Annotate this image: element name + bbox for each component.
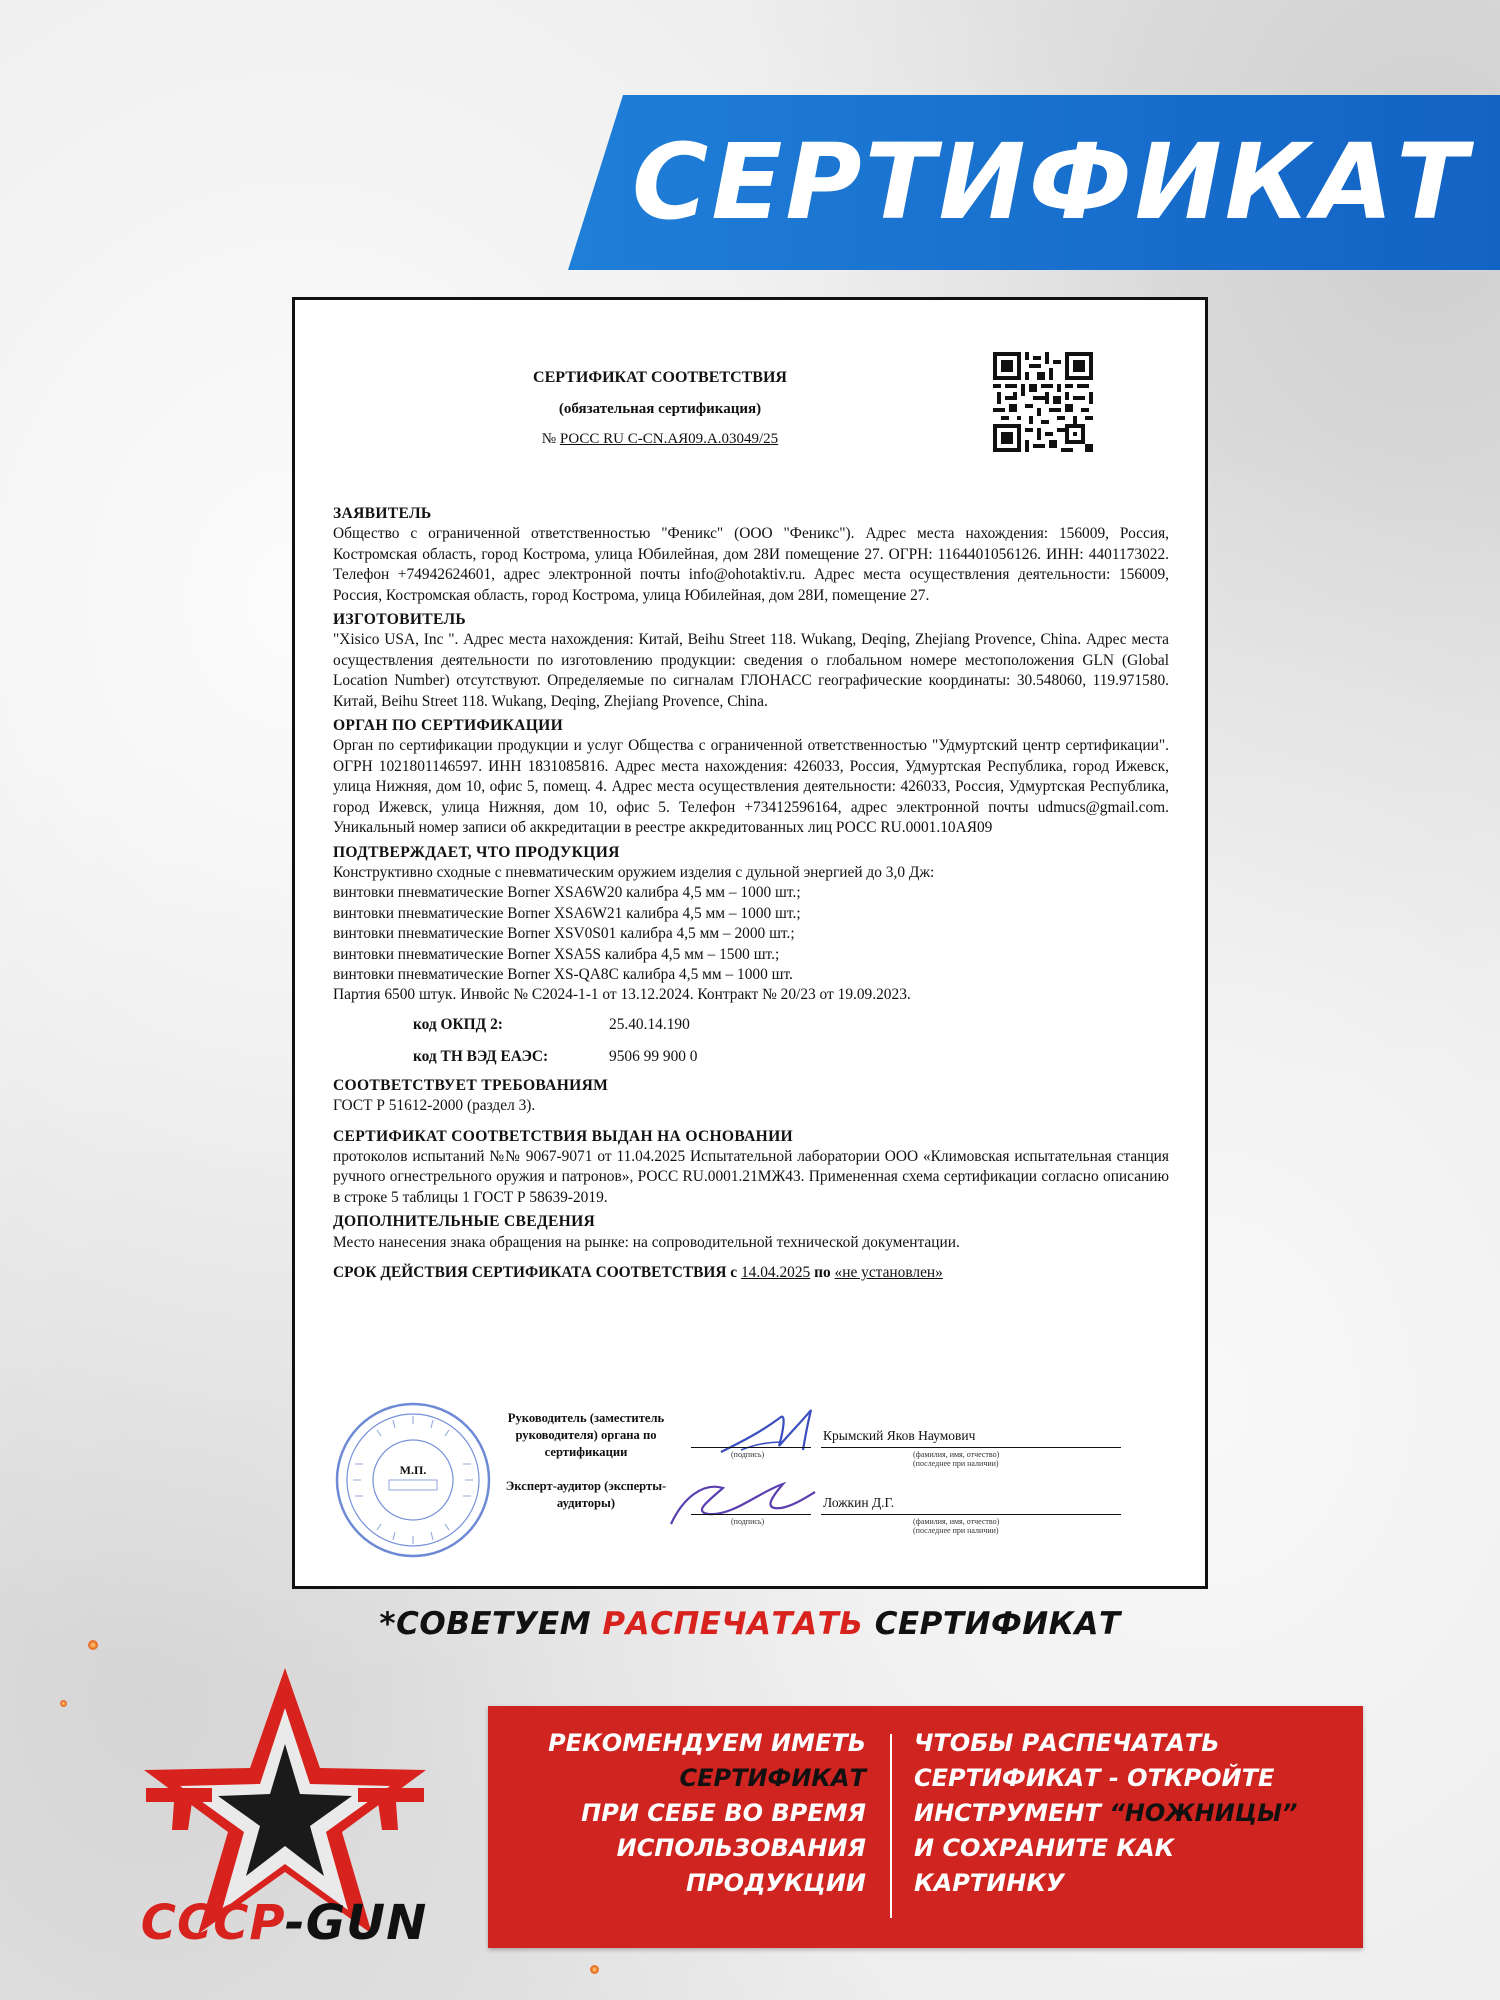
section-text-additional: Место нанесения знака обращения на рынке: на сопроводительной технической документации. (333, 1233, 960, 1251)
info-right-line-highlight: “НОЖНИЦЫ” (1109, 1799, 1298, 1827)
logo-wordmark (134, 1895, 434, 1951)
number-value: РОСС RU C-CN.АЯ09.А.03049/25 (559, 431, 779, 447)
tnved-value: 9506 99 900 0 (609, 1047, 698, 1065)
name-line-expert (821, 1514, 1121, 1515)
validity-line (333, 1263, 1169, 1283)
info-right-line: КАРТИНКУ (914, 1869, 1065, 1897)
tnved-label: код ТН ВЭД ЕАЭС: (413, 1047, 549, 1065)
okpd-row (413, 1012, 1169, 1038)
okpd-label: код ОКПД 2: (413, 1015, 503, 1033)
note-suffix: СЕРТИФИКАТ (874, 1606, 1121, 1642)
product-line: Конструктивно сходные с пневматическим оружием изделия с дульной энергией до 3,0 Дж: (333, 863, 935, 881)
product-line: Партия 6500 штук. Инвойс № C2024-1-1 от 13.12.2024. Контракт № 20/23 от 19.09.2023. (333, 986, 911, 1004)
section-heading-requirements: СООТВЕТСТВУЕТ ТРЕБОВАНИЯМ (333, 1076, 609, 1094)
tnved-row (413, 1044, 1169, 1070)
name-caption-head: (фамилия, имя, отчество) (последнее при наличии) (913, 1450, 1000, 1468)
okpd-value: 25.40.14.190 (609, 1015, 690, 1033)
validity-to-label: по (814, 1264, 831, 1281)
info-right-line: СЕРТИФИКАТ - ОТКРОЙТЕ (914, 1764, 1275, 1792)
section-text-basis: протоколов испытаний №№ 9067-9071 от 11.04.2025 Испытательной лаборатории ООО «Климовская испытательная станция ручного огнестрельного оружия и патронов», РОСС RU.0001.21МЖ43. Примененная схема сертификации согласно описанию в строке 5 таблицы 1 ГОСТ Р 58639-2019. (333, 1147, 1169, 1206)
section-text-certification-body: Орган по сертификации продукции и услуг Общества с ограниченной ответственностью "Удмуртский центр сертификации". ОГРН 1021801146597. ИНН 1831085816. Адрес места нахождения: 426033, Россия, Удмуртская Республика, город Ижевск, улица Нижняя, дом 10, офис 5, помещ. 4. Адрес места осуществления деятельности: 426033, Россия, Удмуртская Республика, город Ижевск, улица Нижняя, дом 10, офис 5. Телефон +73412596164, адрес электронной почты udmucs@gmail.com. Уникальный номер записи об аккредитации в реестре аккредитованных лиц РОСС RU.0001.10АЯ09 (333, 737, 1169, 837)
spark-decoration (590, 1965, 599, 1974)
logo-part-gun: -GUN (284, 1895, 428, 1951)
info-right-line: И СОХРАНИТЕ КАК (914, 1834, 1175, 1862)
section-text-applicant: Общество с ограниченной ответственностью "Феникс" (ООО "Феникс"). Адрес места нахождения: 156009, Россия, Костромская область, город Кострома, улица Юбилейная, дом 28И помещение 27. ОГРН: 1164401056126. ИНН: 4401173022. Телефон +74942624601, адрес электронной почты info@ohotaktiv.ru. Адрес места осуществления деятельности: 156009, Россия, Костромская область, город Кострома, улица Юбилейная, дом 28И, помещение 27. (333, 525, 1169, 604)
product-line: винтовки пневматические Borner XSA5S калибра 4,5 мм – 1500 шт.; (333, 945, 780, 963)
signature-line-head (691, 1447, 811, 1448)
section-heading-additional: ДОПОЛНИТЕЛЬНЫЕ СВЕДЕНИЯ (333, 1213, 596, 1231)
spark-decoration (60, 1700, 67, 1707)
section-heading-manufacturer: ИЗГОТОВИТЕЛЬ (333, 611, 467, 629)
logo-part-cccp: CCCP (140, 1895, 285, 1951)
signature-area (333, 1400, 1169, 1570)
product-line: винтовки пневматические Borner XS-QA8C калибра 4,5 мм – 1000 шт. (333, 965, 793, 983)
certification-stamp-icon (333, 1400, 493, 1560)
signer-role-head: Руководитель (заместитель руководителя) органа по сертификации (507, 1411, 665, 1459)
info-left-line: РЕКОМЕНДУЕМ ИМЕТЬ (548, 1729, 866, 1757)
section-heading-applicant: ЗАЯВИТЕЛЬ (333, 505, 432, 522)
svg-text:М.П.: М.П. (399, 1463, 427, 1477)
info-left-line-highlight: СЕРТИФИКАТ (679, 1764, 866, 1792)
signature-caption-expert: (подпись) (731, 1517, 765, 1526)
banner-title: СЕРТИФИКАТ (632, 121, 1471, 243)
info-left-column (488, 1726, 866, 1901)
info-right-line-tool (914, 1796, 1344, 1831)
info-box (488, 1706, 1363, 1948)
product-line: винтовки пневматические Borner XSA6W20 калибра 4,5 мм – 1000 шт.; (333, 884, 801, 902)
certificate-document (292, 297, 1208, 1589)
info-right-line: ЧТОБЫ РАСПЕЧАТАТЬ (914, 1729, 1220, 1757)
certificate-title: СЕРТИФИКАТ СООТВЕТСТВИЯ (533, 369, 787, 386)
validity-label: СРОК ДЕЙСТВИЯ СЕРТИФИКАТА СООТВЕТСТВИЯ с (333, 1264, 738, 1281)
note-prefix: *СОВЕТУЕМ (379, 1606, 592, 1642)
section-heading-product: ПОДТВЕРЖДАЕТ, ЧТО ПРОДУКЦИЯ (333, 843, 620, 861)
qr-code-icon (993, 352, 1093, 452)
info-left-line: ИСПОЛЬЗОВАНИЯ (616, 1834, 866, 1862)
note-highlight: РАСПЕЧАТАТЬ (602, 1606, 864, 1642)
name-caption-expert: (фамилия, имя, отчество) (последнее при наличии) (913, 1517, 1000, 1535)
section-heading-basis: СЕРТИФИКАТ СООТВЕТСТВИЯ ВЫДАН НА ОСНОВАНИИ (333, 1127, 793, 1145)
certificate-subtitle: (обязательная сертификация) (558, 401, 762, 417)
info-right-line: ИНСТРУМЕНТ (914, 1799, 1101, 1827)
product-line: винтовки пневматические Borner XSV0S01 калибра 4,5 мм – 2000 шт.; (333, 925, 795, 943)
signer-name-expert: Ложкин Д.Г. (823, 1495, 895, 1510)
print-advice-note (0, 1606, 1500, 1642)
signature-caption-head: (подпись) (731, 1450, 765, 1459)
signer-role-expert: Эксперт-аудитор (эксперты-аудиторы) (505, 1479, 667, 1510)
name-line-head (821, 1447, 1121, 1448)
info-right-column (914, 1726, 1344, 1901)
section-text-manufacturer: "Xisico USA, Inc ". Адрес места нахождения: Китай, Beihu Street 118. Wukang, Deqing, Zhejiang Provence, China. Адрес места осуществления деятельности по изготовлению продукции: сведения о глобальном номере местоположения GLN (Global Location Number) отсутствуют. Определяемые по сигналам ГЛОНАСС географические координаты: 30.548060, 119.971580. Китай, Beihu Street 118. Wukang, Deqing, Zhejiang Provence, China. (333, 631, 1169, 710)
signer-name-head: Крымский Яков Наумович (823, 1428, 976, 1443)
certificate-body (333, 500, 1169, 1283)
section-heading-certification-body: ОРГАН ПО СЕРТИФИКАЦИИ (333, 717, 564, 735)
signature-head-icon (711, 1402, 831, 1462)
info-left-line: ПРИ СЕБЕ ВО ВРЕМЯ (581, 1799, 866, 1827)
signature-line-expert (691, 1514, 811, 1515)
validity-to: «не установлен» (834, 1264, 943, 1281)
product-line: винтовки пневматические Borner XSA6W21 калибра 4,5 мм – 1000 шт.; (333, 904, 801, 922)
number-prefix: № (541, 431, 557, 447)
info-divider (890, 1734, 892, 1918)
section-text-requirements: ГОСТ Р 51612-2000 (раздел 3). (333, 1097, 536, 1115)
info-left-line: ПРОДУКЦИИ (685, 1869, 866, 1897)
validity-from: 14.04.2025 (740, 1264, 811, 1281)
